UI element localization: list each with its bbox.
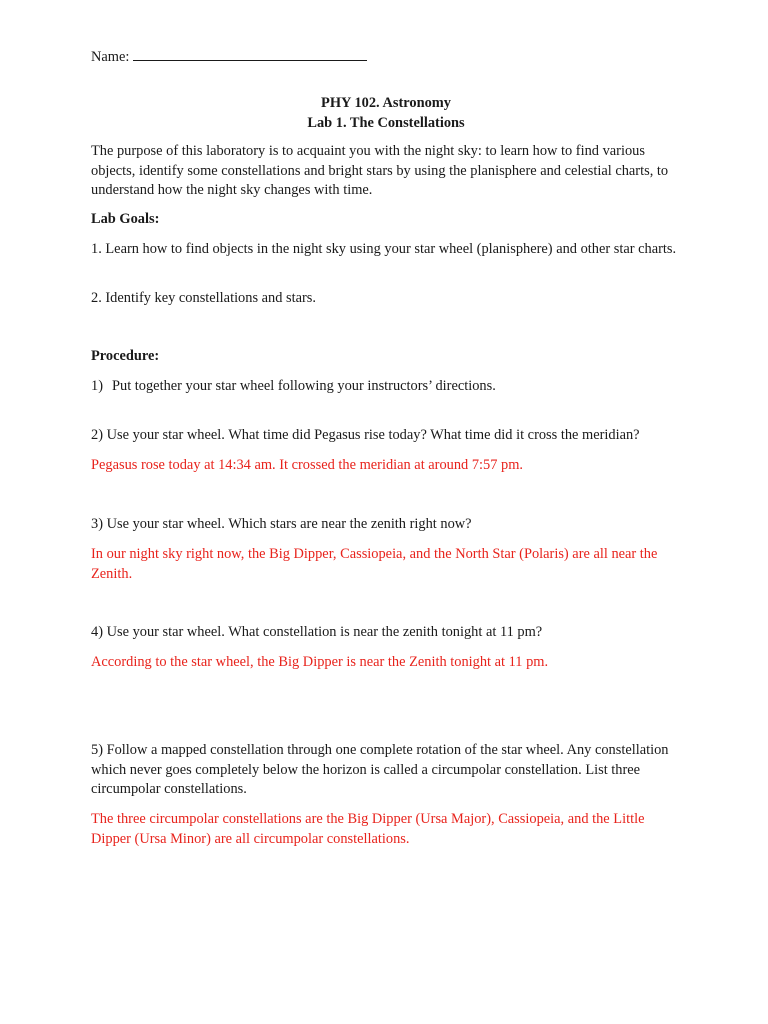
- lab-goals-heading: Lab Goals:: [91, 211, 160, 227]
- name-blank-underline[interactable]: [133, 46, 367, 61]
- answer-3: In our night sky right now, the Big Dipper, Cassiopeia, and the North Star (Polaris) are all near the Zenith.: [91, 546, 658, 582]
- goal-item-1: 1. Learn how to find objects in the night sky using your star wheel (planisphere) and other star charts.: [91, 241, 677, 257]
- procedure-step-1: [91, 377, 681, 397]
- lab-title: Lab 1. The Constellations: [307, 115, 465, 131]
- question-2: 2) Use your star wheel. What time did Pegasus rise today? What time did it cross the meridian?: [91, 427, 640, 443]
- document-page: [91, 0, 681, 1024]
- goal-item-2: 2. Identify key constellations and stars.: [91, 290, 317, 306]
- question-5: 5) Follow a mapped constellation through one complete rotation of the star wheel. Any constellation which never goes completely below the horizon is called a circumpolar constellation. List three circumpolar constellations.: [91, 742, 669, 797]
- procedure-heading: Procedure:: [91, 348, 160, 364]
- answer-2: Pegasus rose today at 14:34 am. It crossed the meridian at around 7:57 pm.: [91, 457, 524, 473]
- answer-5: The three circumpolar constellations are the Big Dipper (Ursa Major), Cassiopeia, and the Little Dipper (Ursa Minor) are all circumpolar constellations.: [91, 811, 645, 847]
- step-1-number: 1): [91, 378, 103, 394]
- question-4: 4) Use your star wheel. What constellation is near the zenith tonight at 11 pm?: [91, 624, 543, 640]
- intro-paragraph: The purpose of this laboratory is to acquaint you with the night sky: to learn how to find various objects, identify some constellations and bright stars by using the planisphere and celestial charts, to understand how the night sky changes with time.: [91, 143, 669, 198]
- answer-4: According to the star wheel, the Big Dipper is near the Zenith tonight at 11 pm.: [91, 654, 549, 670]
- course-title: PHY 102. Astronomy: [321, 95, 451, 111]
- question-3: 3) Use your star wheel. Which stars are near the zenith right now?: [91, 516, 472, 532]
- name-field-line: [91, 46, 367, 67]
- step-1-text: Put together your star wheel following your instructors’ directions.: [112, 378, 496, 394]
- name-label: Name:: [91, 49, 130, 65]
